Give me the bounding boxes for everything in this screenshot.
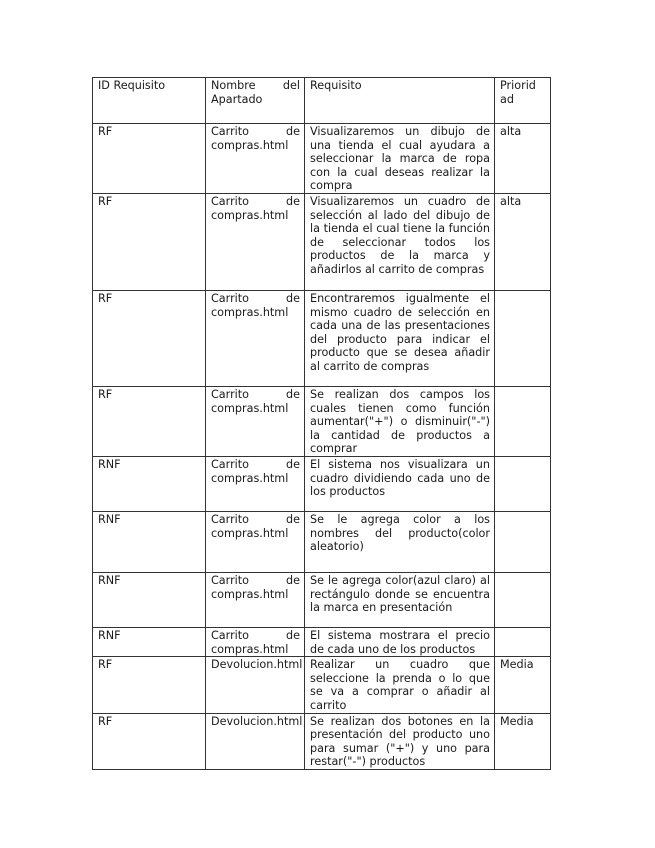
table-row	[93, 572, 551, 627]
cell-id: RNF	[93, 456, 206, 511]
cell-requirement: Se le agrega color(azul claro) al rectángulo donde se encuentra la marca en presentación	[305, 572, 495, 627]
cell-priority	[495, 627, 551, 656]
cell-section: Carrito de compras.html	[206, 290, 305, 386]
cell-priority: alta	[495, 193, 551, 290]
table-header-row	[93, 78, 551, 124]
cell-priority	[495, 290, 551, 386]
cell-section: Carrito de compras.html	[206, 572, 305, 627]
header-priority: Priorid ad	[495, 78, 551, 124]
table-row	[93, 386, 551, 456]
table-row	[93, 193, 551, 290]
cell-section: Carrito de compras.html	[206, 627, 305, 656]
cell-section: Carrito de compras.html	[206, 124, 305, 194]
table-row	[93, 124, 551, 194]
cell-requirement: El sistema mostrara el precio de cada uno de los productos	[305, 627, 495, 656]
cell-requirement: Visualizaremos un dibujo de una tienda el cual ayudara a seleccionar la marca de ropa con la cual deseas realizar la compra	[305, 124, 495, 194]
table-row	[93, 713, 551, 769]
cell-id: RF	[93, 290, 206, 386]
cell-priority: Media	[495, 657, 551, 713]
table-row	[93, 511, 551, 572]
cell-priority: alta	[495, 124, 551, 194]
cell-requirement: Se realizan dos botones en la presentación del producto uno para sumar ("+") y uno para restar("-") productos	[305, 713, 495, 769]
cell-requirement: Se le agrega color a los nombres del producto(color aleatorio)	[305, 511, 495, 572]
cell-id: RF	[93, 713, 206, 769]
cell-section: Carrito de compras.html	[206, 386, 305, 456]
cell-priority	[495, 511, 551, 572]
cell-section: Devolucion.html	[206, 657, 305, 713]
cell-requirement: El sistema nos visualizara un cuadro dividiendo cada uno de los productos	[305, 456, 495, 511]
cell-priority	[495, 456, 551, 511]
cell-requirement: Encontraremos igualmente el mismo cuadro de selección en cada una de las presentaciones del producto para indicar el producto que se desea añadir al carrito de compras	[305, 290, 495, 386]
cell-id: RNF	[93, 511, 206, 572]
cell-priority: Media	[495, 713, 551, 769]
cell-id: RF	[93, 193, 206, 290]
cell-section: Carrito de compras.html	[206, 511, 305, 572]
table-row	[93, 657, 551, 713]
cell-id: RNF	[93, 572, 206, 627]
table-row	[93, 456, 551, 511]
header-section: Nombre del Apartado	[206, 78, 305, 124]
cell-id: RF	[93, 124, 206, 194]
cell-id: RF	[93, 386, 206, 456]
cell-priority	[495, 572, 551, 627]
cell-requirement: Se realizan dos campos los cuales tienen como función aumentar("+") o disminuir("-") la cantidad de productos a comprar	[305, 386, 495, 456]
cell-id: RF	[93, 657, 206, 713]
cell-section: Carrito de compras.html	[206, 193, 305, 290]
cell-priority	[495, 386, 551, 456]
table-row	[93, 290, 551, 386]
cell-section: Devolucion.html	[206, 713, 305, 769]
requirements-table	[92, 77, 551, 770]
cell-requirement: Visualizaremos un cuadro de selección al lado del dibujo de la tienda el cual tiene la función de seleccionar todos los productos de la marca y añadirlos al carrito de compras	[305, 193, 495, 290]
cell-section: Carrito de compras.html	[206, 456, 305, 511]
header-requirement: Requisito	[305, 78, 495, 124]
header-id: ID Requisito	[93, 78, 206, 124]
table-row	[93, 627, 551, 656]
cell-requirement: Realizar un cuadro que seleccione la prenda o lo que se va a comprar o añadir al carrito	[305, 657, 495, 713]
cell-id: RNF	[93, 627, 206, 656]
